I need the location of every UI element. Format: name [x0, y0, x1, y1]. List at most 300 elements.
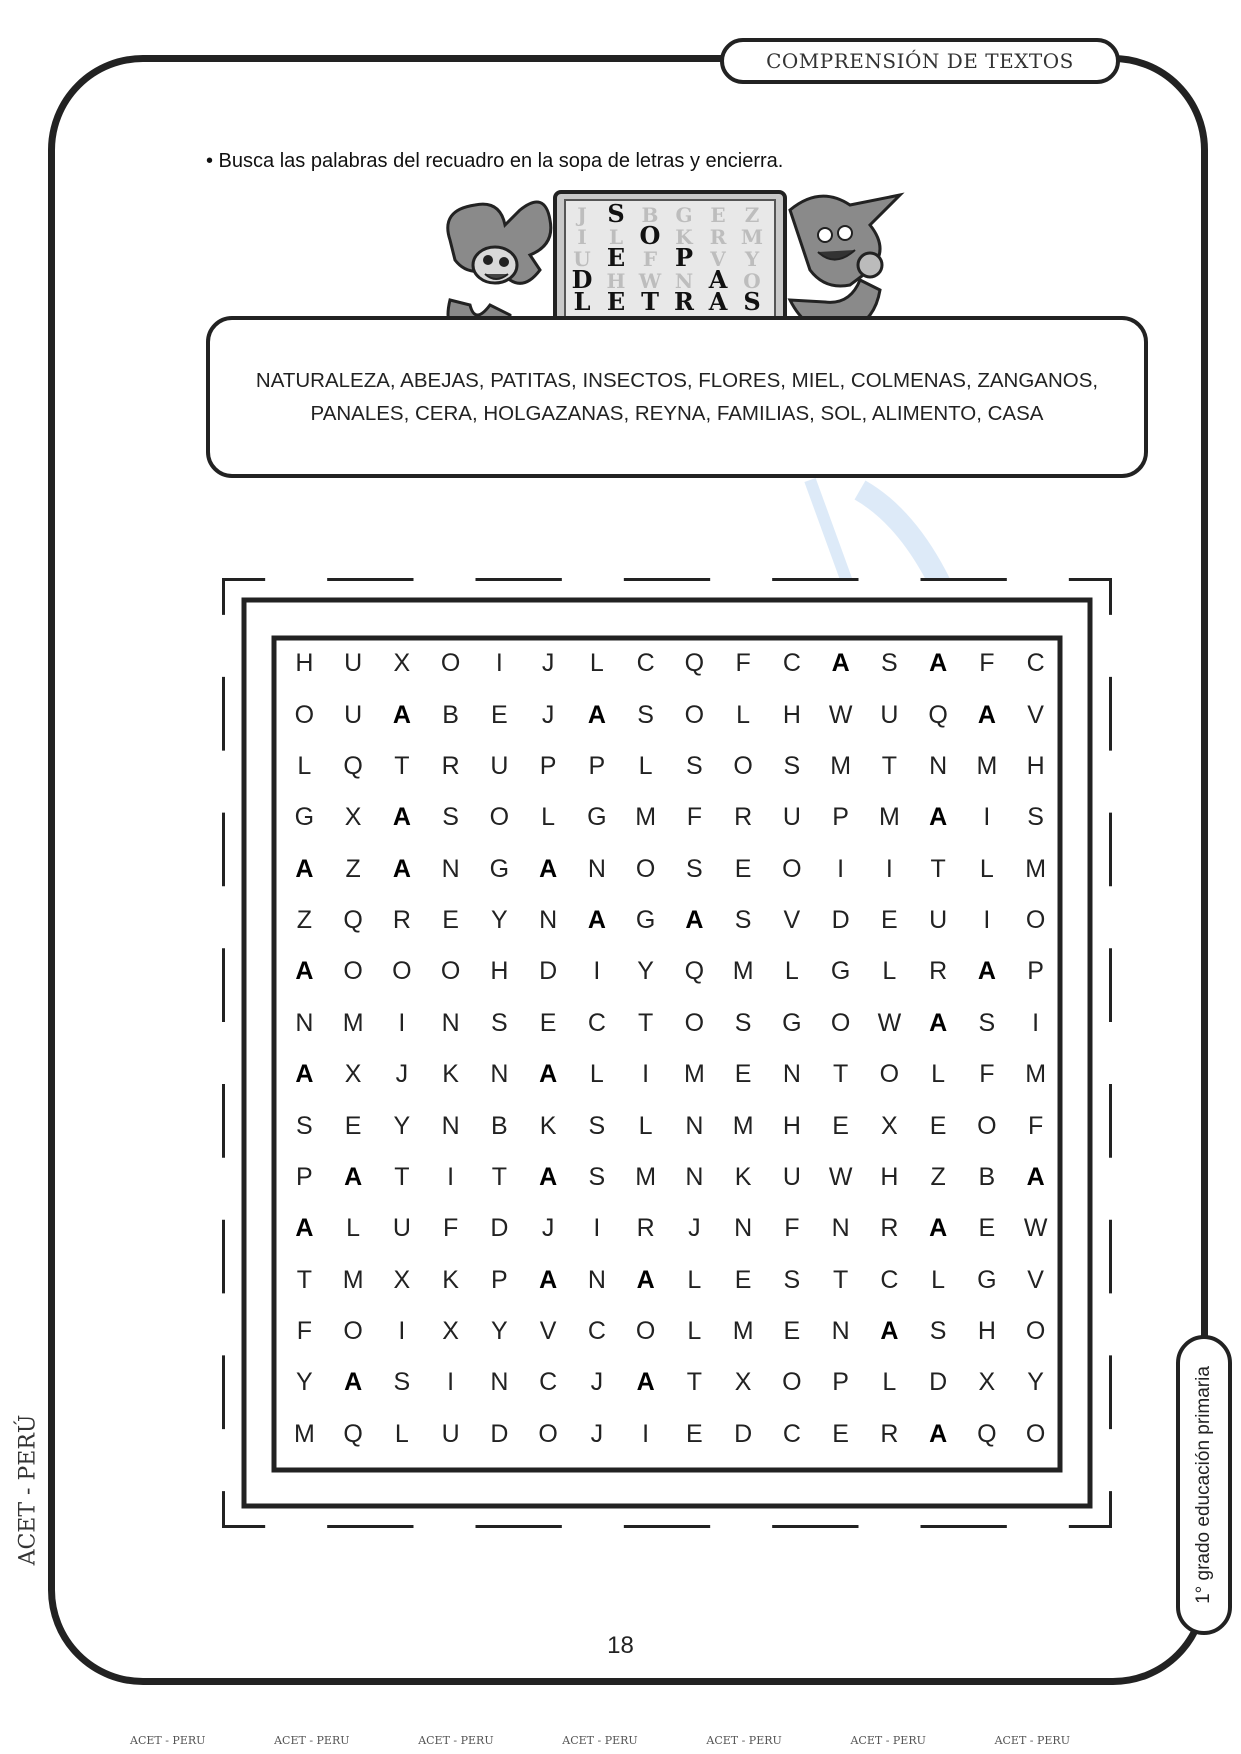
grid-letter: H: [880, 1162, 899, 1191]
header-title: COMPRENSIÓN DE TEXTOS: [766, 49, 1074, 73]
grid-letter: E: [783, 1317, 801, 1346]
grid-letter: J: [590, 1368, 604, 1397]
logo-letter: S: [607, 199, 625, 228]
grid-letter: P: [832, 803, 849, 832]
logo-letter: S: [743, 287, 761, 316]
grid-letter: C: [782, 1419, 801, 1448]
grid-letter: N: [685, 1162, 704, 1191]
word-list: [250, 364, 1104, 430]
grid-letter: V: [539, 1317, 557, 1346]
grid-letter: X: [393, 1265, 411, 1294]
grid-letter: Z: [296, 906, 313, 935]
logo-letter: D: [571, 265, 593, 294]
grid-letter: M: [342, 1265, 364, 1294]
grid-letter: U: [782, 803, 801, 832]
grid-letter: A: [539, 1060, 558, 1089]
logo-letter: R: [674, 287, 694, 316]
grid-letter: O: [782, 854, 802, 883]
grid-letter: R: [880, 1419, 899, 1448]
footer-watermark-text: ACET - PERU: [130, 1734, 206, 1747]
grid-letter: Q: [977, 1419, 997, 1448]
grid-letter: G: [294, 803, 315, 832]
grid-letter: Z: [345, 854, 361, 883]
grid-letter: S: [734, 906, 752, 935]
grid-letter: X: [734, 1368, 752, 1397]
grid-letter: S: [1027, 803, 1044, 832]
grid-letter: A: [929, 1419, 948, 1448]
grid-letter: F: [686, 803, 703, 832]
grid-letter: A: [977, 957, 996, 986]
grid-letter: D: [929, 1368, 948, 1397]
grid-letter: Y: [491, 1317, 508, 1346]
grid-letter: E: [832, 1111, 849, 1140]
grid-letter: L: [784, 957, 799, 986]
footer-watermark-text: ACET - PERU: [850, 1734, 926, 1747]
grid-letter: C: [1026, 649, 1045, 678]
grid-letter: T: [491, 1162, 508, 1191]
header-tab: [720, 38, 1120, 84]
logo-letter: A: [708, 265, 728, 294]
grid-letter: A: [929, 1214, 948, 1243]
grid-letter: J: [590, 1419, 604, 1448]
grid-letter: I: [495, 649, 503, 678]
grid-letter: Y: [637, 957, 654, 986]
logo-letter: R: [709, 225, 727, 249]
grid-letter: N: [441, 854, 460, 883]
grid-letter: R: [880, 1214, 899, 1243]
grid-letter: S: [588, 1111, 606, 1140]
grid-letter: I: [837, 854, 845, 883]
grid-letter: U: [441, 1419, 460, 1448]
grid-letter: F: [296, 1317, 313, 1346]
grid-letter: A: [636, 1368, 655, 1397]
grade-side-tab: [1176, 1335, 1232, 1635]
grid-letter: O: [635, 1317, 656, 1346]
footer-watermark-text: ACET - PERU: [418, 1734, 494, 1747]
grid-letter: N: [441, 1111, 460, 1140]
grid-letter: V: [783, 906, 801, 935]
grid-letter: F: [1027, 1111, 1044, 1140]
grid-letter: N: [685, 1111, 704, 1140]
grid-letter: Z: [930, 1162, 946, 1191]
grid-letter: C: [782, 649, 801, 678]
grid-letter: X: [393, 649, 411, 678]
grid-letter: F: [735, 649, 751, 678]
grid-letter: T: [686, 1368, 703, 1397]
grid-letter: Q: [684, 957, 705, 986]
grid-letter: W: [828, 1162, 853, 1191]
grid-letter: O: [635, 854, 656, 883]
grid-letter: U: [782, 1162, 801, 1191]
grid-letter: T: [832, 1265, 849, 1294]
grid-letter: A: [539, 1162, 558, 1191]
grid-letter: O: [684, 1008, 705, 1037]
grid-letter: Q: [928, 700, 948, 729]
grid-letter: L: [541, 803, 556, 832]
grid-letter: D: [490, 1419, 509, 1448]
grid-letter: L: [638, 1111, 653, 1140]
grid-letter: T: [637, 1008, 654, 1037]
logo-letter: O: [743, 269, 761, 293]
grid-letter: X: [344, 803, 362, 832]
grid-letter: X: [978, 1368, 996, 1397]
grid-letter: A: [392, 700, 411, 729]
grid-letter: E: [442, 906, 459, 935]
grid-letter: T: [394, 1162, 410, 1191]
grid-letter: L: [589, 1060, 604, 1089]
grid-letter: I: [447, 1162, 455, 1191]
grid-letter: E: [929, 1111, 947, 1140]
grid-letter: A: [295, 854, 314, 883]
grid-letter: S: [978, 1008, 996, 1037]
grid-letter: E: [344, 1111, 362, 1140]
grid-letter: U: [929, 906, 948, 935]
grid-letter: L: [638, 751, 653, 780]
grid-letter: Q: [343, 1419, 363, 1448]
grid-letter: R: [929, 957, 948, 986]
grid-letter: W: [1023, 1214, 1048, 1243]
grid-letter: M: [293, 1419, 315, 1448]
grid-letter: X: [442, 1317, 459, 1346]
footer-watermark-text: ACET - PERU: [274, 1734, 350, 1747]
grid-letter: M: [683, 1060, 705, 1089]
grid-letter: G: [977, 1265, 997, 1294]
grid-letter: N: [490, 1368, 509, 1397]
grid-letter: E: [686, 1419, 703, 1448]
grid-letter: A: [636, 1265, 655, 1294]
grid-letter: A: [929, 803, 948, 832]
logo-letter: L: [573, 287, 591, 316]
grid-letter: A: [685, 906, 704, 935]
grid-letter: S: [393, 1368, 411, 1397]
grid-letter: A: [539, 1265, 558, 1294]
grid-letter: O: [1025, 1419, 1046, 1448]
grid-letter: L: [394, 1419, 409, 1448]
word-list-line-2: PANALES, CERA, HOLGAZANAS, REYNA, FAMILIAS, SOL, ALIMENTO, CASA: [310, 402, 1044, 425]
grid-letter: E: [734, 854, 752, 883]
logo-letter: J: [577, 203, 587, 227]
logo-letter: L: [608, 225, 624, 249]
grid-letter: A: [344, 1368, 363, 1397]
grid-letter: K: [442, 1265, 459, 1294]
grid-letter: T: [394, 751, 410, 780]
grid-letter: T: [881, 751, 898, 780]
grid-letter: I: [447, 1368, 455, 1397]
grid-letter: F: [979, 649, 995, 678]
grid-letter: J: [541, 649, 555, 678]
grid-letter: I: [885, 854, 893, 883]
grid-letter: A: [392, 803, 411, 832]
grid-letter: A: [831, 649, 850, 678]
grid-letter: I: [398, 1317, 406, 1346]
grid-letter: P: [491, 1265, 508, 1294]
grid-letter: O: [538, 1419, 558, 1448]
grid-letter: H: [490, 957, 509, 986]
grid-letter: R: [636, 1214, 655, 1243]
grid-letter: Y: [296, 1368, 313, 1397]
footer-watermarks: [130, 1734, 1070, 1752]
grid-letter: A: [539, 854, 558, 883]
grid-letter: N: [539, 906, 558, 935]
logo-letter: T: [641, 287, 659, 316]
grid-letter: X: [344, 1060, 362, 1089]
grid-letter: X: [881, 1111, 898, 1140]
grid-letter: C: [587, 1317, 606, 1346]
logo-letter: K: [675, 225, 693, 249]
grid-letter: S: [686, 751, 703, 780]
grid-letter: O: [392, 957, 412, 986]
grid-letter: O: [782, 1368, 802, 1397]
grid-letter: M: [732, 957, 754, 986]
grid-letter: J: [688, 1214, 701, 1243]
grid-letter: G: [635, 906, 656, 935]
word-list-line-1: NATURALEZA, ABEJAS, PATITAS, INSECTOS, FLORES, MIEL, COLMENAS, ZANGANOS,: [255, 369, 1099, 392]
logo-letter: O: [639, 221, 661, 250]
grid-letter: G: [587, 803, 607, 832]
grid-letter: F: [979, 1060, 995, 1089]
grid-letter: U: [880, 700, 899, 729]
grid-letter: O: [1025, 1317, 1046, 1346]
grid-letter: O: [733, 751, 753, 780]
grid-letter: C: [539, 1368, 558, 1397]
grid-letter: E: [734, 1265, 752, 1294]
grid-letter: N: [929, 751, 948, 780]
grid-letter: M: [1025, 1060, 1047, 1089]
grid-letter: L: [346, 1214, 361, 1243]
grid-letter: O: [294, 700, 315, 729]
grid-letter: Y: [393, 1111, 411, 1140]
grid-letter: I: [593, 957, 601, 986]
footer-watermark-text: ACET - PERU: [994, 1734, 1070, 1747]
grid-letter: I: [642, 1419, 650, 1448]
grid-letter: O: [684, 700, 705, 729]
grid-letter: S: [783, 751, 801, 780]
grid-letter: L: [931, 1060, 946, 1089]
grid-letter: N: [295, 1008, 314, 1037]
grid-letter: L: [882, 1368, 897, 1397]
logo-letter: Z: [744, 203, 760, 227]
grid-letter: O: [830, 1008, 851, 1037]
grid-letter: A: [344, 1162, 363, 1191]
grid-letter: R: [734, 803, 753, 832]
logo-letter: G: [675, 203, 693, 227]
logo-letter: Y: [744, 247, 760, 271]
grid-letter: O: [440, 649, 461, 678]
grid-letter: O: [343, 1317, 363, 1346]
logo-letter: M: [740, 225, 764, 249]
grid-letter: N: [831, 1317, 850, 1346]
grid-letter: Q: [343, 906, 363, 935]
grid-letter: U: [344, 649, 363, 678]
grid-letter: P: [588, 751, 606, 780]
right-character-illustration: [790, 195, 900, 332]
grid-letter: D: [734, 1419, 753, 1448]
grid-letter: E: [539, 1008, 557, 1037]
grid-letter: W: [828, 700, 853, 729]
grid-letter: L: [589, 649, 604, 678]
logo-letter: P: [674, 243, 694, 272]
grid-letter: A: [392, 854, 411, 883]
grid-letter: O: [977, 1111, 997, 1140]
grid-letter: S: [734, 1008, 752, 1037]
logo-letter: E: [606, 287, 626, 316]
grid-letter: N: [490, 1060, 509, 1089]
logo-letter: N: [674, 269, 694, 293]
grid-letter: O: [440, 957, 461, 986]
grid-letter: O: [879, 1060, 900, 1089]
grid-letter: I: [398, 1008, 406, 1037]
grid-letter: A: [929, 1008, 948, 1037]
grid-letter: U: [490, 751, 509, 780]
page-number: 18: [607, 1632, 634, 1659]
grid-letter: K: [539, 1111, 557, 1140]
grid-letter: H: [782, 1111, 801, 1140]
grid-letter: C: [587, 1008, 606, 1037]
grid-letter: P: [296, 1162, 313, 1191]
grid-letter: J: [541, 1214, 555, 1243]
grid-letter: M: [635, 803, 657, 832]
logo-letter: A: [708, 287, 728, 316]
footer-watermark-text: ACET - PERU: [562, 1734, 638, 1747]
grid-letter: R: [392, 906, 411, 935]
grid-letter: L: [736, 700, 751, 729]
grid-letter: G: [489, 854, 510, 883]
grid-letter: B: [442, 700, 459, 729]
grid-letter: H: [782, 700, 801, 729]
grid-letter: B: [978, 1162, 996, 1191]
grid-letter: M: [1025, 854, 1047, 883]
grid-letter: N: [734, 1214, 753, 1243]
grid-letter: T: [296, 1265, 313, 1294]
publisher-label: ACET - PERÚ: [15, 1414, 41, 1566]
grid-letter: N: [782, 1060, 801, 1089]
grid-letter: V: [1027, 1265, 1044, 1294]
grid-letter: K: [442, 1060, 459, 1089]
grid-letter: D: [831, 906, 850, 935]
grid-letter: N: [587, 1265, 606, 1294]
grid-letter: C: [880, 1265, 899, 1294]
grid-letter: D: [490, 1214, 509, 1243]
grid-letter: J: [395, 1060, 409, 1089]
grid-letter: A: [295, 1060, 314, 1089]
grid-letter: J: [541, 700, 555, 729]
grid-letter: P: [539, 751, 557, 780]
logo-letter: E: [606, 243, 626, 272]
grid-letter: H: [295, 649, 314, 678]
grid-letter: K: [734, 1162, 752, 1191]
grid-letter: I: [593, 1214, 601, 1243]
grid-letter: E: [491, 700, 508, 729]
grid-letter: A: [1026, 1162, 1045, 1191]
grid-letter: M: [732, 1111, 754, 1140]
grid-letter: S: [783, 1265, 801, 1294]
grid-letter: L: [882, 957, 897, 986]
grid-letter: A: [880, 1317, 899, 1346]
grid-letter: S: [929, 1317, 947, 1346]
logo-letter: B: [641, 203, 659, 227]
grid-letter: S: [686, 854, 703, 883]
grid-letter: M: [878, 803, 900, 832]
grid-letter: O: [489, 803, 510, 832]
logo-letter: U: [573, 247, 591, 271]
logo-letter: V: [710, 247, 726, 271]
word-list-box: [206, 316, 1148, 478]
grid-letter: L: [297, 751, 312, 780]
grid-letter: U: [392, 1214, 411, 1243]
grid-letter: M: [976, 751, 998, 780]
grid-letter: I: [983, 906, 991, 935]
grid-letter: S: [637, 700, 654, 729]
grade-label: 1° grado educación primaria: [1193, 1366, 1214, 1604]
grid-letter: M: [830, 751, 852, 780]
grid-letter: A: [295, 957, 314, 986]
grid-letter: U: [344, 700, 363, 729]
word-search-grid: [280, 638, 1060, 1460]
grid-letter: V: [1027, 700, 1044, 729]
grid-letter: I: [1032, 1008, 1040, 1037]
grid-letter: S: [442, 803, 459, 832]
grid-letter: L: [687, 1265, 702, 1294]
grid-letter: H: [977, 1317, 996, 1346]
grid-letter: I: [983, 803, 991, 832]
grid-letter: S: [491, 1008, 508, 1037]
grid-letter: S: [588, 1162, 606, 1191]
grid-letter: C: [636, 649, 655, 678]
grid-letter: T: [930, 854, 946, 883]
logo-letter: H: [606, 269, 626, 293]
logo-letter: I: [577, 225, 587, 249]
grid-letter: Q: [343, 751, 363, 780]
grid-letter: P: [832, 1368, 849, 1397]
logo-letter: E: [710, 203, 726, 227]
grid-letter: S: [296, 1111, 313, 1140]
footer-watermark-text: ACET - PERU: [706, 1734, 782, 1747]
grid-letter: E: [734, 1060, 752, 1089]
grid-letter: R: [441, 751, 460, 780]
grid-letter: E: [832, 1419, 849, 1448]
logo-letter: W: [638, 269, 662, 293]
grid-letter: E: [978, 1214, 996, 1243]
grid-letter: G: [830, 957, 851, 986]
grid-letter: F: [784, 1214, 800, 1243]
grid-letter: F: [442, 1214, 459, 1243]
grid-letter: L: [979, 854, 994, 883]
grid-letter: S: [881, 649, 898, 678]
instruction-text: • Busca las palabras del recuadro en la sopa de letras y encierra.: [206, 150, 784, 172]
grid-letter: M: [732, 1317, 754, 1346]
grid-letter: D: [539, 957, 558, 986]
grid-letter: Q: [684, 649, 705, 678]
grid-letter: A: [929, 649, 948, 678]
grid-letter: O: [1025, 906, 1046, 935]
grid-letter: A: [295, 1214, 314, 1243]
grid-letter: A: [587, 700, 606, 729]
grid-letter: E: [881, 906, 898, 935]
grid-letter: N: [441, 1008, 460, 1037]
grid-letter: G: [782, 1008, 802, 1037]
grid-letter: A: [977, 700, 996, 729]
grid-letter: H: [1026, 751, 1045, 780]
grid-letter: N: [587, 854, 606, 883]
grid-letter: L: [931, 1265, 946, 1294]
grid-letter: L: [687, 1317, 702, 1346]
grid-letter: B: [491, 1111, 508, 1140]
grid-letter: P: [1027, 957, 1044, 986]
grid-letter: I: [642, 1060, 650, 1089]
logo-letter: F: [642, 247, 658, 271]
grid-letter: T: [832, 1060, 849, 1089]
grid-letter: Y: [491, 906, 508, 935]
